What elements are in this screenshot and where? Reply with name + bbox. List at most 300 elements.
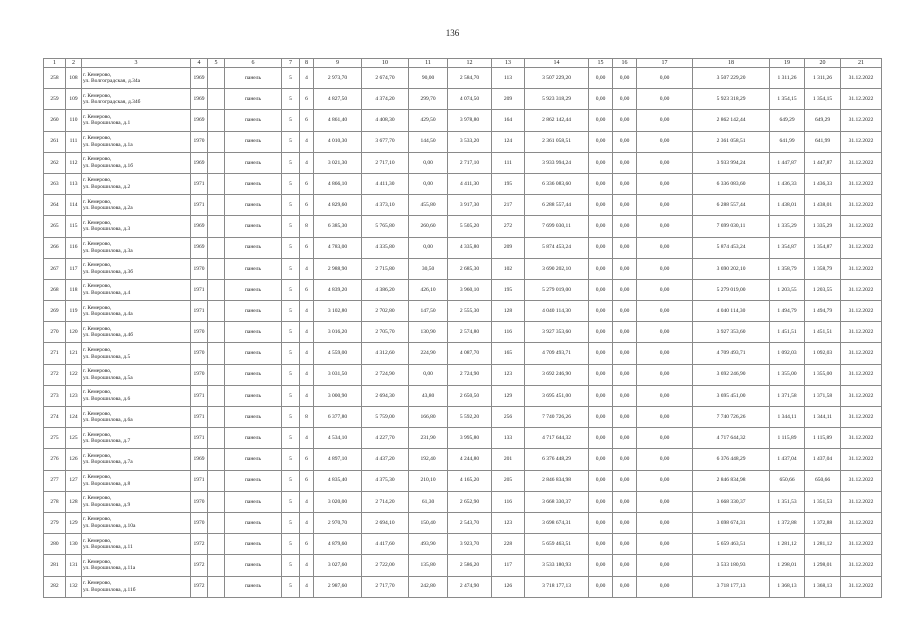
table-cell: 164 <box>492 110 525 131</box>
table-cell: 0,00 <box>637 195 693 216</box>
table-cell: 4 165,20 <box>448 470 492 491</box>
table-cell: 5 <box>282 279 300 300</box>
table-cell: 0,00 <box>589 322 613 343</box>
table-cell: 1 311,26 <box>805 68 841 89</box>
table-cell: 2 555,30 <box>448 301 492 322</box>
table-cell: 2 987,60 <box>314 576 362 597</box>
table-cell: 0,00 <box>589 279 613 300</box>
table-cell: 5 <box>282 301 300 322</box>
table-cell: панель <box>225 407 282 428</box>
table-cell: 122 <box>66 364 82 385</box>
table-cell <box>208 555 225 576</box>
table-cell: 1 438,01 <box>805 195 841 216</box>
table-cell: 0,00 <box>589 68 613 89</box>
table-cell: 0,00 <box>613 237 637 258</box>
table-cell: 271 <box>44 343 66 364</box>
table-cell: панель <box>225 152 282 173</box>
table-cell: 4 437,20 <box>362 449 409 470</box>
column-number-cell: 1 <box>44 59 66 68</box>
table-cell: 1 351,53 <box>770 491 805 512</box>
table-cell: 31.12.2022 <box>841 322 882 343</box>
table-cell: 7 699 030,11 <box>693 216 770 237</box>
table-cell: 6 376 448,29 <box>525 449 589 470</box>
table-cell: 129 <box>492 385 525 406</box>
table-cell: 4 <box>300 322 314 343</box>
table-cell: 426,10 <box>409 279 448 300</box>
table-cell: 4 386,20 <box>362 279 409 300</box>
table-cell: 0,00 <box>637 322 693 343</box>
table-cell: 4 375,30 <box>362 470 409 491</box>
table-cell: 109 <box>66 89 82 110</box>
address-line: ул. Ворошилова, д.4а <box>83 311 133 318</box>
table-cell: 5 279 019,00 <box>693 279 770 300</box>
table-cell: 5 <box>282 237 300 258</box>
table-cell: 31.12.2022 <box>841 152 882 173</box>
table-cell: 4 010,30 <box>314 131 362 152</box>
table-cell: 1971 <box>191 279 208 300</box>
table-cell: 4 866,10 <box>314 173 362 194</box>
table-cell <box>208 428 225 449</box>
table-row <box>44 449 882 470</box>
table-cell: 130 <box>66 534 82 555</box>
table-cell: 3 102,80 <box>314 301 362 322</box>
table-cell: 272 <box>44 364 66 385</box>
table-cell: 192,40 <box>409 449 448 470</box>
table-cell: 123 <box>66 385 82 406</box>
table-cell: 1 298,01 <box>770 555 805 576</box>
table-cell: 0,00 <box>589 576 613 597</box>
table-cell: 3 933 994,24 <box>693 152 770 173</box>
table-row <box>44 343 882 364</box>
table-cell: панель <box>225 216 282 237</box>
table-cell: 4 <box>300 491 314 512</box>
table-cell: 1 354,87 <box>770 237 805 258</box>
table-cell <box>208 449 225 470</box>
table-cell: панель <box>225 534 282 555</box>
table-cell: 5 <box>282 470 300 491</box>
table-cell: 2 543,70 <box>448 512 492 533</box>
address-cell <box>82 407 191 428</box>
column-number-row <box>44 59 882 68</box>
table-cell <box>208 512 225 533</box>
table-cell: 2 694,10 <box>362 512 409 533</box>
table-cell: 1 451,51 <box>770 322 805 343</box>
table-cell: 0,00 <box>637 301 693 322</box>
table-cell: 210,10 <box>409 470 448 491</box>
table-cell: панель <box>225 110 282 131</box>
table-cell: панель <box>225 555 282 576</box>
table-cell: 275 <box>44 428 66 449</box>
table-cell: 4 <box>300 428 314 449</box>
table-row <box>44 173 882 194</box>
table-cell: 113 <box>66 173 82 194</box>
table-cell: 5 <box>282 491 300 512</box>
table-cell <box>208 385 225 406</box>
table-cell: 5 <box>282 385 300 406</box>
table-cell: 1 092,03 <box>770 343 805 364</box>
table-cell: 2 717,70 <box>362 576 409 597</box>
table-cell: 1 371,58 <box>770 385 805 406</box>
table-cell: 3 923,70 <box>448 534 492 555</box>
address-line: ул. Ворошилова, д.1 <box>83 120 131 127</box>
table-cell: 111 <box>492 152 525 173</box>
address-cell <box>82 152 191 173</box>
table-cell: 5 <box>282 216 300 237</box>
table-cell: 7 699 030,11 <box>525 216 589 237</box>
table-cell: 0,00 <box>613 89 637 110</box>
table-cell: 1 368,13 <box>770 576 805 597</box>
table-cell: 0,00 <box>613 407 637 428</box>
table-cell: 265 <box>44 216 66 237</box>
address-line: ул. Ворошилова, д.11б <box>83 586 136 593</box>
address-cell <box>82 89 191 110</box>
address-cell <box>82 555 191 576</box>
table-cell: 0,00 <box>637 89 693 110</box>
table-cell: 5 <box>282 173 300 194</box>
table-cell: 1 354,87 <box>805 237 841 258</box>
table-cell: 165 <box>492 343 525 364</box>
table-cell: 2 702,80 <box>362 301 409 322</box>
table-cell: 649,29 <box>770 110 805 131</box>
table-cell: 3 692 246,90 <box>525 364 589 385</box>
table-cell: 0,00 <box>613 110 637 131</box>
table-cell: 1969 <box>191 68 208 89</box>
table-cell: 6 336 083,60 <box>693 173 770 194</box>
table-cell: 0,00 <box>589 152 613 173</box>
table-cell: 4 417,60 <box>362 534 409 555</box>
address-line: г. Кемерово, <box>83 431 112 438</box>
table-cell: 3 692 246,90 <box>693 364 770 385</box>
table-cell: 5 <box>282 534 300 555</box>
table-cell: 113 <box>492 68 525 89</box>
table-cell: 1970 <box>191 364 208 385</box>
table-cell: 0,00 <box>637 512 693 533</box>
table-cell: 132 <box>66 576 82 597</box>
table-cell: 5 765,80 <box>362 216 409 237</box>
table-cell: 1 358,79 <box>805 258 841 279</box>
address-line: г. Кемерово, <box>83 156 112 163</box>
table-cell: 1970 <box>191 343 208 364</box>
address-line: г. Кемерово, <box>83 177 112 184</box>
table-cell <box>208 152 225 173</box>
table-cell: 201 <box>492 449 525 470</box>
table-cell: 1971 <box>191 173 208 194</box>
table-cell: 0,00 <box>589 491 613 512</box>
table-cell: 6 376 448,29 <box>693 449 770 470</box>
table-cell: 260,60 <box>409 216 448 237</box>
table-cell: 2 970,70 <box>314 512 362 533</box>
column-number-cell: 17 <box>637 59 693 68</box>
table-row <box>44 195 882 216</box>
table-cell: 5 874 453,24 <box>525 237 589 258</box>
address-line: г. Кемерово, <box>83 304 112 311</box>
table-cell: 0,00 <box>613 470 637 491</box>
table-cell: 118 <box>66 279 82 300</box>
address-line: г. Кемерово, <box>83 71 112 78</box>
table-cell: 90,00 <box>409 68 448 89</box>
table-cell: 0,00 <box>589 131 613 152</box>
table-cell: 3 698 674,31 <box>525 512 589 533</box>
table-cell: 274 <box>44 407 66 428</box>
table-cell: 1971 <box>191 428 208 449</box>
table-row <box>44 110 882 131</box>
table-cell: 5 874 453,24 <box>693 237 770 258</box>
table-cell: панель <box>225 301 282 322</box>
column-number-cell: 20 <box>805 59 841 68</box>
table-cell: 3 016,20 <box>314 322 362 343</box>
table-cell: 0,00 <box>637 216 693 237</box>
table-cell: 273 <box>44 385 66 406</box>
table-cell: 31.12.2022 <box>841 407 882 428</box>
table-cell: 4 <box>300 301 314 322</box>
table-row <box>44 68 882 89</box>
table-cell <box>208 258 225 279</box>
table-cell: 5 <box>282 343 300 364</box>
table-cell: 0,00 <box>589 428 613 449</box>
column-number-cell: 14 <box>525 59 589 68</box>
table-cell: 0,00 <box>409 237 448 258</box>
table-cell: 4 040 114,30 <box>525 301 589 322</box>
address-line: г. Кемерово, <box>83 346 112 353</box>
table-cell: 1 115,89 <box>770 428 805 449</box>
table-cell: 3 927 353,60 <box>525 322 589 343</box>
table-cell: 126 <box>492 576 525 597</box>
table-cell: 1 436,33 <box>805 173 841 194</box>
table-cell: 0,00 <box>637 237 693 258</box>
table-cell: 4 <box>300 555 314 576</box>
table-cell: 2 474,90 <box>448 576 492 597</box>
table-cell: 1 447,87 <box>805 152 841 173</box>
table-cell: 268 <box>44 279 66 300</box>
table-cell: 1 281,12 <box>805 534 841 555</box>
table-cell: 0,00 <box>613 512 637 533</box>
address-cell <box>82 258 191 279</box>
table-cell: 2 586,20 <box>448 555 492 576</box>
table-cell: 2 724,90 <box>448 364 492 385</box>
address-cell <box>82 68 191 89</box>
table-cell: 7 740 726,26 <box>525 407 589 428</box>
table-cell: 0,00 <box>613 428 637 449</box>
table-cell: панель <box>225 258 282 279</box>
table-cell <box>208 237 225 258</box>
table-row <box>44 555 882 576</box>
table-cell: панель <box>225 491 282 512</box>
table-cell: 8 <box>300 216 314 237</box>
address-line: ул. Ворошилова, д.2а <box>83 205 133 212</box>
table-cell <box>208 491 225 512</box>
column-number-cell: 15 <box>589 59 613 68</box>
table-cell: 1971 <box>191 195 208 216</box>
table-cell: 0,00 <box>637 258 693 279</box>
table-cell <box>208 216 225 237</box>
table-cell <box>208 195 225 216</box>
table-cell: 5 <box>282 110 300 131</box>
table-cell: 0,00 <box>589 173 613 194</box>
table-cell: 0,00 <box>589 110 613 131</box>
column-number-cell: 8 <box>300 59 314 68</box>
table-cell: 0,00 <box>613 279 637 300</box>
table-cell: 126 <box>66 449 82 470</box>
table-cell: 31.12.2022 <box>841 68 882 89</box>
table-cell: 1 437,04 <box>770 449 805 470</box>
address-cell <box>82 364 191 385</box>
address-line: ул. Ворошилова, д.1а <box>83 141 133 148</box>
table-cell: 0,00 <box>589 512 613 533</box>
column-number-cell: 4 <box>191 59 208 68</box>
address-line: г. Кемерово, <box>83 368 112 375</box>
table-cell: 195 <box>492 279 525 300</box>
address-line: ул. Ворошилова, д.7а <box>83 459 133 466</box>
table-cell: 116 <box>66 237 82 258</box>
address-line: г. Кемерово, <box>83 389 112 396</box>
address-line: ул. Ворошилова, д.3 <box>83 226 131 233</box>
table-cell: 0,00 <box>589 407 613 428</box>
table-cell: 5 <box>282 555 300 576</box>
table-cell: 0,00 <box>613 131 637 152</box>
table-cell: 0,00 <box>637 152 693 173</box>
table-cell: 2 714,20 <box>362 491 409 512</box>
table-cell: 5 <box>282 152 300 173</box>
page-number: 136 <box>445 28 460 38</box>
table-cell: 6 <box>300 89 314 110</box>
table-cell: 31.12.2022 <box>841 301 882 322</box>
address-line: г. Кемерово, <box>83 219 112 226</box>
table-cell: 5 <box>282 576 300 597</box>
table-cell: 4 408,30 <box>362 110 409 131</box>
table-cell: 0,00 <box>589 258 613 279</box>
table-cell: 2 652,90 <box>448 491 492 512</box>
table-cell: 124 <box>66 407 82 428</box>
table-cell: 0,00 <box>613 449 637 470</box>
table-cell: 110 <box>66 110 82 131</box>
table-cell <box>208 343 225 364</box>
address-line: ул. Волгоградская, д.34б <box>83 99 141 106</box>
address-cell <box>82 237 191 258</box>
table-cell: 150,40 <box>409 512 448 533</box>
table-cell: 3 917,30 <box>448 195 492 216</box>
table-cell: 6 <box>300 470 314 491</box>
table-cell: 2 724,90 <box>362 364 409 385</box>
table-cell: 115 <box>66 216 82 237</box>
table-cell: 1 358,79 <box>770 258 805 279</box>
table-cell: 0,00 <box>589 89 613 110</box>
table-cell: 6 <box>300 279 314 300</box>
table-cell: 5 <box>282 364 300 385</box>
address-line: г. Кемерово, <box>83 580 112 586</box>
address-line: г. Кемерово, <box>83 198 112 205</box>
table-cell: 3 718 177,13 <box>525 576 589 597</box>
table-cell: панель <box>225 68 282 89</box>
table-cell: 1970 <box>191 258 208 279</box>
table-cell: 1 335,29 <box>805 216 841 237</box>
table-cell: 6 <box>300 173 314 194</box>
table-cell: 228 <box>492 534 525 555</box>
table-cell: 1 437,04 <box>805 449 841 470</box>
table-row <box>44 491 882 512</box>
table-cell: 0,00 <box>613 576 637 597</box>
table-cell: 258 <box>44 68 66 89</box>
table-cell: 3 668 330,37 <box>693 491 770 512</box>
table-cell: 6 377,80 <box>314 407 362 428</box>
table-cell: 1 115,89 <box>805 428 841 449</box>
table-cell: 1 368,13 <box>805 576 841 597</box>
table-cell: панель <box>225 343 282 364</box>
table-row <box>44 131 882 152</box>
table-cell: 31.12.2022 <box>841 555 882 576</box>
table-cell: 261 <box>44 131 66 152</box>
table-cell: 144,50 <box>409 131 448 152</box>
table-cell: 3 533 180,93 <box>693 555 770 576</box>
table-cell: 0,00 <box>637 491 693 512</box>
table-cell: 31.12.2022 <box>841 195 882 216</box>
table-cell: 4 829,60 <box>314 195 362 216</box>
table-cell: 641,99 <box>770 131 805 152</box>
table-cell: панель <box>225 428 282 449</box>
table-cell: 8 <box>300 407 314 428</box>
table-cell: 3 933 994,24 <box>525 152 589 173</box>
table-row <box>44 301 882 322</box>
address-line: ул. Ворошилова, д.7 <box>83 438 131 445</box>
table-cell: 5 759,00 <box>362 407 409 428</box>
table-cell: 6 385,30 <box>314 216 362 237</box>
table-cell: 31.12.2022 <box>841 512 882 533</box>
table-cell: панель <box>225 237 282 258</box>
table-cell: панель <box>225 470 282 491</box>
table-cell: 31.12.2022 <box>841 237 882 258</box>
table-cell: 1 494,79 <box>805 301 841 322</box>
table-cell: 31.12.2022 <box>841 343 882 364</box>
table-cell: 0,00 <box>409 152 448 173</box>
table-cell: 2 685,30 <box>448 258 492 279</box>
table-cell: 5 505,20 <box>448 216 492 237</box>
address-cell <box>82 322 191 343</box>
table-cell: 3 027,60 <box>314 555 362 576</box>
table-cell: 6 288 557,44 <box>693 195 770 216</box>
table-cell: 1 335,29 <box>770 216 805 237</box>
table-cell: 0,00 <box>637 343 693 364</box>
address-cell <box>82 343 191 364</box>
table-cell: 0,00 <box>637 428 693 449</box>
table-cell: 1972 <box>191 534 208 555</box>
table-cell: 224,90 <box>409 343 448 364</box>
table-cell: 6 336 083,60 <box>525 173 589 194</box>
table-cell: 266 <box>44 237 66 258</box>
column-number-cell: 13 <box>492 59 525 68</box>
table-cell: 0,00 <box>613 301 637 322</box>
table-cell: 1 436,33 <box>770 173 805 194</box>
table-cell: 5 659 463,51 <box>525 534 589 555</box>
address-line: г. Кемерово, <box>83 135 112 142</box>
table-cell: 1 281,12 <box>770 534 805 555</box>
address-line: ул. Ворошилова, д.3а <box>83 247 133 254</box>
table-row <box>44 512 882 533</box>
table-cell: 31.12.2022 <box>841 428 882 449</box>
table-cell: 0,00 <box>589 301 613 322</box>
table-cell: 270 <box>44 322 66 343</box>
address-line: г. Кемерово, <box>83 262 112 269</box>
table-cell: 0,00 <box>613 152 637 173</box>
address-line: ул. Ворошилова, д.11а <box>83 565 136 572</box>
table-cell: 1 092,03 <box>805 343 841 364</box>
address-cell <box>82 449 191 470</box>
table-cell: 0,00 <box>613 534 637 555</box>
table-cell: 3 507 229,20 <box>525 68 589 89</box>
table-cell: 120 <box>66 322 82 343</box>
table-cell: 5 659 463,51 <box>693 534 770 555</box>
column-number-cell: 16 <box>613 59 637 68</box>
table-cell <box>208 534 225 555</box>
table-cell: 4 <box>300 68 314 89</box>
